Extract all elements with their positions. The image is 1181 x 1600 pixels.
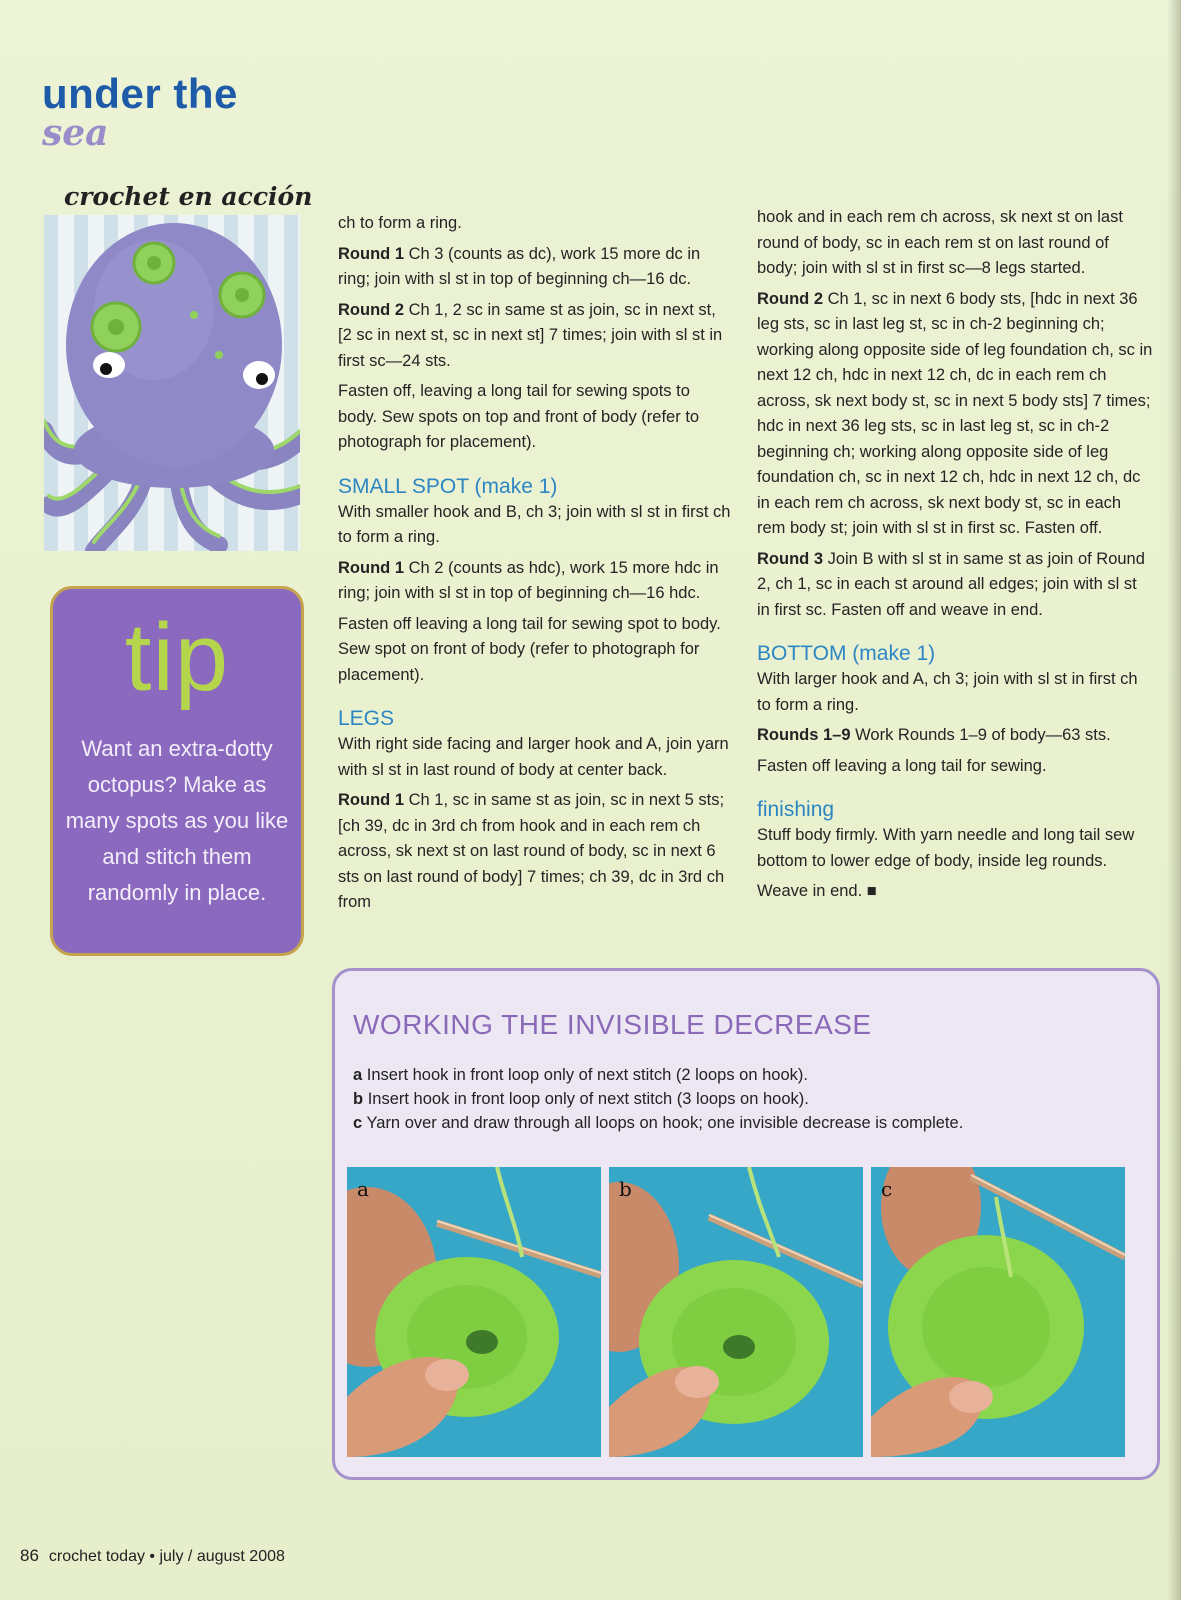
step-b: b Insert hook in front loop only of next stitch (3 loops on hook). <box>353 1090 809 1108</box>
pattern-paragraph: Fasten off, leaving a long tail for sewing spots to body. Sew spots on top and front of body (refer to photograph for placement). <box>338 382 700 451</box>
tentacle <box>179 483 219 545</box>
photo-step-a <box>347 1167 601 1457</box>
heading-legs: LEGS <box>338 707 395 730</box>
octopus-illustration <box>44 215 300 551</box>
pattern-paragraph: ch to form a ring. <box>338 214 462 232</box>
step-c: c Yarn over and draw through all loops on hook; one invisible decrease is complete. <box>353 1114 964 1132</box>
tip-box <box>50 586 304 956</box>
tip-title: tip <box>124 604 230 711</box>
pattern-paragraph: Round 2 Ch 1, sc in next 6 body sts, [hdc in next 36 leg sts, sc in last leg st, sc in ch-2 beginning ch; working along opposite side of leg foundation ch, sc in next 12 ch, hdc in next 12 ch, dc in each rem ch across, sk next body st, sc in next 5 body sts] 7 times; hdc in next 36 leg sts, sc in last leg st, sc in ch-2 beginning ch; working along opposite side of leg foundation ch, sc in next 12 ch, hdc in next 12 ch, dc in each rem ch across, sk next body st, sc in each rem body st; join with sl st in first sc. Fasten off. <box>757 289 1153 537</box>
crochet-photo-illustration <box>609 1167 863 1457</box>
pattern-paragraph: Weave in end. ■ <box>757 882 877 900</box>
pattern-paragraph: Round 3 Join B with sl st in same st as join of Round 2, ch 1, sc in each st around all edges; join with sl st in first sc. Fasten off and weave in end. <box>757 549 1145 619</box>
section-subtitle: sea <box>42 112 109 154</box>
pattern-paragraph: With larger hook and A, ch 3; join with sl st in first ch to form a ring. <box>757 670 1138 714</box>
watermark: crochet en acción <box>64 182 313 211</box>
pattern-paragraph: Round 1 Ch 3 (counts as dc), work 15 more dc in ring; join with sl st in top of beginning ch—16 dc. <box>338 244 701 288</box>
photo-label-a: a <box>357 1177 369 1201</box>
round-label: Round 2 <box>757 289 823 308</box>
photo-step-c <box>871 1167 1125 1457</box>
decrease-title: WORKING THE INVISIBLE DECREASE <box>353 1009 872 1040</box>
crochet-photo-illustration <box>347 1167 601 1457</box>
pattern-paragraph: Fasten off leaving a long tail for sewing. <box>757 756 1047 775</box>
round-label: Rounds 1–9 <box>757 726 851 744</box>
tip-body: Want an extra-dotty octopus? Make as many spots as you like and stitch them randomly in place. <box>65 736 289 905</box>
round-label: Round 1 <box>338 791 404 809</box>
pattern-paragraph: Rounds 1–9 Work Rounds 1–9 of body—63 sts. <box>757 726 1111 744</box>
pattern-paragraph: Round 1 Ch 1, sc in same st as join, sc in next 5 sts; [ch 39, dc in 3rd ch from hook and in each rem ch across, sk next st on last round of body, sc in next 6 sts on last round of body] 7 times; ch 39, dc in 3rd ch from <box>338 791 725 911</box>
photo-label-b: b <box>619 1177 632 1201</box>
round-label: Round 1 <box>338 244 404 263</box>
pattern-paragraph: Round 2 Ch 1, 2 sc in same st as join, sc in next st, [2 sc in next st, sc in next st] 7 times; join with sl st in first sc—24 sts. <box>338 300 723 370</box>
page-number: 86 <box>20 1546 39 1565</box>
section-title: under the <box>42 70 238 117</box>
heading-small-spot: SMALL SPOT (make 1) <box>338 474 558 498</box>
pattern-paragraph: Stuff body firmly. With yarn needle and long tail sew bottom to lower edge of body, inside leg rounds. <box>757 826 1135 870</box>
pattern-paragraph: With right side facing and larger hook and A, join yarn with sl st in last round of body at center back. <box>338 735 729 779</box>
step-a: a Insert hook in front loop only of next stitch (2 loops on hook). <box>353 1066 808 1084</box>
footer-text: crochet today • july / august 2008 <box>48 1548 285 1565</box>
pattern-paragraph: Fasten off leaving a long tail for sewing spot to body. Sew spot on front of body (refer to photograph for placement). <box>338 614 721 684</box>
round-label: Round 2 <box>338 300 404 319</box>
photo-step-b <box>609 1167 863 1457</box>
pattern-column-middle <box>338 211 732 921</box>
crochet-photo-illustration <box>871 1167 1125 1457</box>
pattern-column-right <box>757 205 1153 910</box>
round-label: Round 1 <box>338 558 404 577</box>
decrease-steps <box>353 1063 1143 1135</box>
heading-finishing: finishing <box>757 798 835 821</box>
octopus-photo <box>44 215 300 551</box>
round-label: Round 3 <box>757 549 823 568</box>
photo-label-c: c <box>881 1177 893 1201</box>
heading-bottom: BOTTOM (make 1) <box>757 642 936 665</box>
pattern-paragraph: With smaller hook and B, ch 3; join with sl st in first ch to form a ring. <box>338 502 731 546</box>
pattern-paragraph: hook and in each rem ch across, sk next st on last round of body, sc in each rem st on last round of body; join with sl st in first sc—8 legs started. <box>757 208 1123 277</box>
page-edge-shadow <box>1167 0 1181 1600</box>
pattern-paragraph: Round 1 Ch 2 (counts as hdc), work 15 more hdc in ring; join with sl st in top of beginning ch—16 hdc. <box>338 558 719 602</box>
invisible-decrease-box <box>332 968 1160 1480</box>
page-footer <box>20 1546 285 1566</box>
